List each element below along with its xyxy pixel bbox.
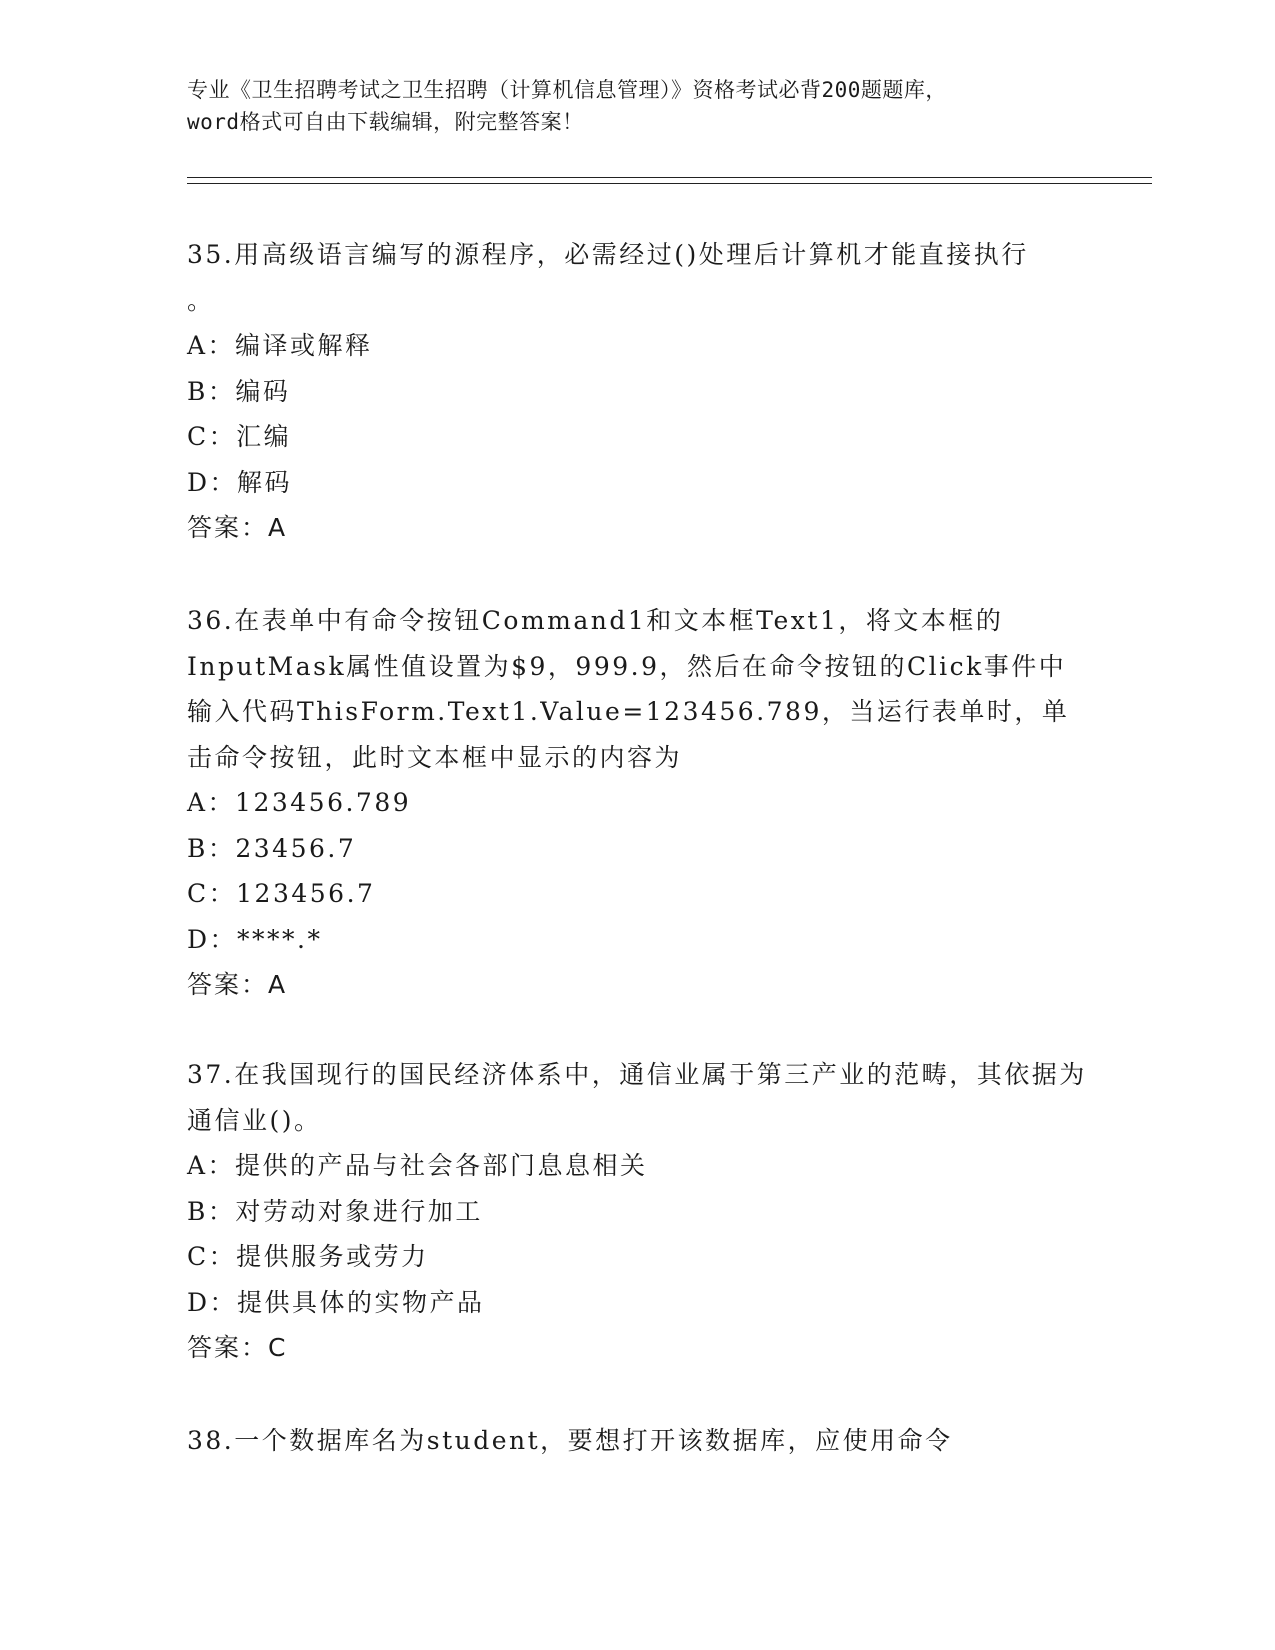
question-text: 36.在表单中有命令按钮Command1和文本框Text1，将文本框的InputMask属性值设置为$9，999.9，然后在命令按钮的Click事件中输入代码ThisForm.Text1.Value=123456.789，当运行表单时，单击命令按钮，此时文本框中显示的内容为 [187,606,1070,772]
document-header [187,74,1067,138]
option-d: D：解码 [187,467,293,497]
answer: 答案：A [187,970,288,999]
header-rule-top [187,177,1152,178]
header-rule-bottom [187,183,1152,184]
answer: 答案：A [187,513,288,542]
header-line-1: 专业《卫生招聘考试之卫生招聘（计算机信息管理）》资格考试必背200题题库， [187,78,947,102]
question-36 [187,598,1087,1008]
answer: 答案：C [187,1333,288,1362]
option-a: A：编译或解释 [187,331,373,360]
option-b: B：对劳动对象进行加工 [187,1196,483,1226]
option-d: D：提供具体的实物产品 [187,1287,485,1317]
option-a: A：123456.789 [187,788,412,817]
option-c: C：提供服务或劳力 [187,1242,429,1271]
header-line-2: word格式可自由下载编辑，附完整答案！ [187,110,584,134]
question-38 [187,1418,1087,1464]
option-c: C：汇编 [187,422,292,451]
option-d: D：****.* [187,924,323,954]
option-b: B：编码 [187,376,291,406]
option-c: C：123456.7 [187,879,376,908]
question-35 [187,232,1087,551]
question-text: 38.一个数据库名为student，要想打开该数据库，应使用命令 [187,1426,953,1455]
question-text: 35.用高级语言编写的源程序，必需经过()处理后计算机才能直接执行 。 [187,240,1029,315]
option-b: B：23456.7 [187,833,357,863]
question-text: 37.在我国现行的国民经济体系中，通信业属于第三产业的范畴，其依据为通信业()。 [187,1060,1087,1135]
question-37 [187,1052,1087,1371]
option-a: A：提供的产品与社会各部门息息相关 [187,1151,648,1180]
